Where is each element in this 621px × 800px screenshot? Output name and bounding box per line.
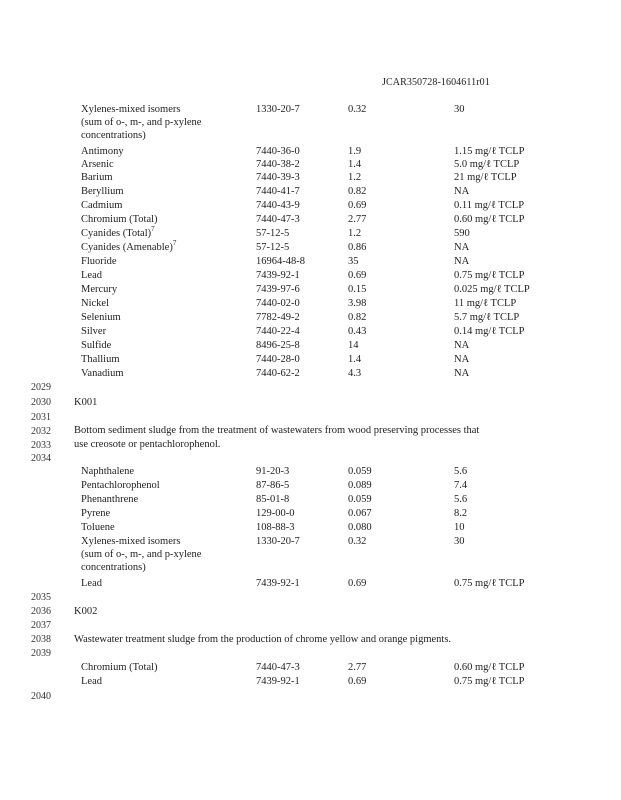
constituent-name: Nickel: [81, 298, 109, 309]
wastewater-value: 0.69: [348, 200, 367, 211]
constituent-name: Cadmium: [81, 200, 123, 211]
constituent-name: Thallium: [81, 354, 120, 365]
nonwastewater-value: NA: [454, 354, 470, 365]
wastewater-value: 0.089: [348, 480, 372, 491]
cas-number: 7439-92-1: [256, 270, 300, 281]
nonwastewater-value: NA: [454, 186, 470, 197]
wastewater-value: 1.2: [348, 172, 362, 183]
waste-code: K001: [74, 397, 98, 408]
wastewater-value: 2.77: [348, 214, 367, 225]
constituent-name: Beryllium: [81, 186, 124, 197]
cas-number: 57-12-5: [256, 228, 290, 239]
nonwastewater-value: 0.75 mg/ℓ TCLP: [454, 270, 525, 281]
cas-number: 7782-49-2: [256, 312, 300, 323]
nonwastewater-value: 5.6: [454, 466, 468, 477]
wastewater-value: 35: [348, 256, 359, 267]
nonwastewater-value: NA: [454, 242, 470, 253]
cas-number: 7439-92-1: [256, 676, 300, 687]
cas-number: 7440-43-9: [256, 200, 300, 211]
wastewater-value: 0.32: [348, 104, 367, 115]
nonwastewater-value: 5.7 mg/ℓ TCLP: [454, 312, 520, 323]
line-number: 2039: [31, 648, 51, 659]
wastewater-value: 0.32: [348, 536, 367, 547]
cas-number: 57-12-5: [256, 242, 290, 253]
cas-number: 85-01-8: [256, 494, 290, 505]
wastewater-value: 1.9: [348, 146, 362, 157]
line-number: 2033: [31, 440, 51, 451]
constituent-name: Xylenes-mixed isomers: [81, 536, 181, 547]
wastewater-value: 0.86: [348, 242, 367, 253]
wastewater-value: 0.69: [348, 676, 367, 687]
nonwastewater-value: 0.025 mg/ℓ TCLP: [454, 284, 530, 295]
cas-number: 7439-97-6: [256, 284, 300, 295]
wastewater-value: 4.3: [348, 368, 362, 379]
nonwastewater-value: NA: [454, 368, 470, 379]
nonwastewater-value: 0.11 mg/ℓ TCLP: [454, 200, 525, 211]
nonwastewater-value: 0.14 mg/ℓ TCLP: [454, 326, 525, 337]
constituent-name-cont: (sum of o-, m-, and p-xylene: [81, 549, 202, 560]
line-number: 2038: [31, 634, 51, 645]
line-number: 2036: [31, 606, 51, 617]
wastewater-value: 0.69: [348, 578, 367, 589]
wastewater-value: 2.77: [348, 662, 367, 673]
line-number: 2040: [31, 691, 51, 702]
wastewater-value: 0.43: [348, 326, 367, 337]
line-number: 2032: [31, 426, 51, 437]
constituent-label: Cyanides (Total): [81, 228, 152, 239]
constituent-name: Pyrene: [81, 508, 111, 519]
footnote-marker: 7: [172, 238, 177, 247]
constituent-name: Phenanthrene: [81, 494, 139, 505]
cas-number: 7439-92-1: [256, 578, 300, 589]
constituent-name: Xylenes-mixed isomers: [81, 104, 181, 115]
constituent-name: Arsenic: [81, 159, 114, 170]
line-number: 2037: [31, 620, 51, 631]
cas-number: 7440-47-3: [256, 214, 300, 225]
constituent-name-cont: concentrations): [81, 130, 146, 141]
nonwastewater-value: 30: [454, 536, 465, 547]
cas-number: 1330-20-7: [256, 104, 300, 115]
cas-number: 7440-41-7: [256, 186, 300, 197]
constituent-name: Toluene: [81, 522, 115, 533]
cas-number: 1330-20-7: [256, 536, 300, 547]
nonwastewater-value: NA: [454, 340, 470, 351]
wastewater-value: 0.067: [348, 508, 372, 519]
wastewater-value: 1.4: [348, 159, 362, 170]
constituent-name: Antimony: [81, 146, 124, 157]
nonwastewater-value: 30: [454, 104, 465, 115]
nonwastewater-value: 0.60 mg/ℓ TCLP: [454, 214, 525, 225]
constituent-name: Chromium (Total): [81, 214, 158, 225]
constituent-name: [81, 238, 177, 254]
cas-number: 7440-02-0: [256, 298, 300, 309]
cas-number: 7440-39-3: [256, 172, 300, 183]
constituent-name: Silver: [81, 326, 107, 337]
cas-number: 129-00-0: [256, 508, 295, 519]
nonwastewater-value: 21 mg/ℓ TCLP: [454, 172, 517, 183]
wastewater-value: 0.15: [348, 284, 367, 295]
cas-number: 7440-28-0: [256, 354, 300, 365]
nonwastewater-value: 7.4: [454, 480, 468, 491]
constituent-name: Fluoride: [81, 256, 117, 267]
constituent-name-cont: (sum of o-, m-, and p-xylene: [81, 117, 202, 128]
constituent-name: Chromium (Total): [81, 662, 158, 673]
waste-description-cont: use creosote or pentachlorophenol.: [74, 439, 221, 450]
cas-number: 87-86-5: [256, 480, 290, 491]
constituent-name-cont: concentrations): [81, 562, 146, 573]
line-number: 2030: [31, 397, 51, 408]
cas-number: 7440-36-0: [256, 146, 300, 157]
nonwastewater-value: 5.6: [454, 494, 468, 505]
constituent-name: Mercury: [81, 284, 118, 295]
line-number: 2034: [31, 453, 51, 464]
line-number: 2029: [31, 382, 51, 393]
wastewater-value: 0.080: [348, 522, 372, 533]
cas-number: 8496-25-8: [256, 340, 300, 351]
waste-code: K002: [74, 606, 98, 617]
constituent-name: Lead: [81, 270, 102, 281]
cas-number: 7440-22-4: [256, 326, 300, 337]
wastewater-value: 0.69: [348, 270, 367, 281]
constituent-name: Pentachlorophenol: [81, 480, 160, 491]
nonwastewater-value: 590: [454, 228, 470, 239]
wastewater-value: 3.98: [348, 298, 367, 309]
wastewater-value: 0.82: [348, 312, 367, 323]
waste-description: Wastewater treatment sludge from the production of chrome yellow and orange pigments.: [74, 634, 452, 645]
cas-number: 16964-48-8: [256, 256, 305, 267]
cas-number: 108-88-3: [256, 522, 295, 533]
wastewater-value: 0.059: [348, 494, 372, 505]
document-id: JCAR350728-1604611r01: [382, 77, 490, 88]
nonwastewater-value: 8.2: [454, 508, 468, 519]
constituent-name: Lead: [81, 676, 102, 687]
footnote-marker: 7: [151, 224, 155, 233]
wastewater-value: 1.4: [348, 354, 362, 365]
cas-number: 91-20-3: [256, 466, 290, 477]
constituent-name: Selenium: [81, 312, 121, 323]
wastewater-value: 0.059: [348, 466, 372, 477]
nonwastewater-value: 10: [454, 522, 465, 533]
cas-number: 7440-47-3: [256, 662, 300, 673]
wastewater-value: 14: [348, 340, 359, 351]
constituent-name: Naphthalene: [81, 466, 135, 477]
constituent-name: Barium: [81, 172, 113, 183]
nonwastewater-value: 11 mg/ℓ TCLP: [454, 298, 517, 309]
constituent-label: Cyanides (Amenable): [81, 242, 173, 253]
line-number: 2035: [31, 592, 51, 603]
cas-number: 7440-38-2: [256, 159, 300, 170]
nonwastewater-value: NA: [454, 256, 470, 267]
nonwastewater-value: 0.75 mg/ℓ TCLP: [454, 578, 525, 589]
nonwastewater-value: 0.75 mg/ℓ TCLP: [454, 676, 525, 687]
wastewater-value: 1.2: [348, 228, 362, 239]
constituent-name: Vanadium: [81, 368, 124, 379]
nonwastewater-value: 0.60 mg/ℓ TCLP: [454, 662, 525, 673]
cas-number: 7440-62-2: [256, 368, 300, 379]
nonwastewater-value: 1.15 mg/ℓ TCLP: [454, 146, 525, 157]
constituent-name: [81, 224, 155, 240]
wastewater-value: 0.82: [348, 186, 367, 197]
constituent-name: Lead: [81, 578, 102, 589]
waste-description: Bottom sediment sludge from the treatment of wastewaters from wood preserving processes that: [74, 425, 480, 436]
constituent-name: Sulfide: [81, 340, 112, 351]
nonwastewater-value: 5.0 mg/ℓ TCLP: [454, 159, 520, 170]
line-number: 2031: [31, 412, 51, 423]
